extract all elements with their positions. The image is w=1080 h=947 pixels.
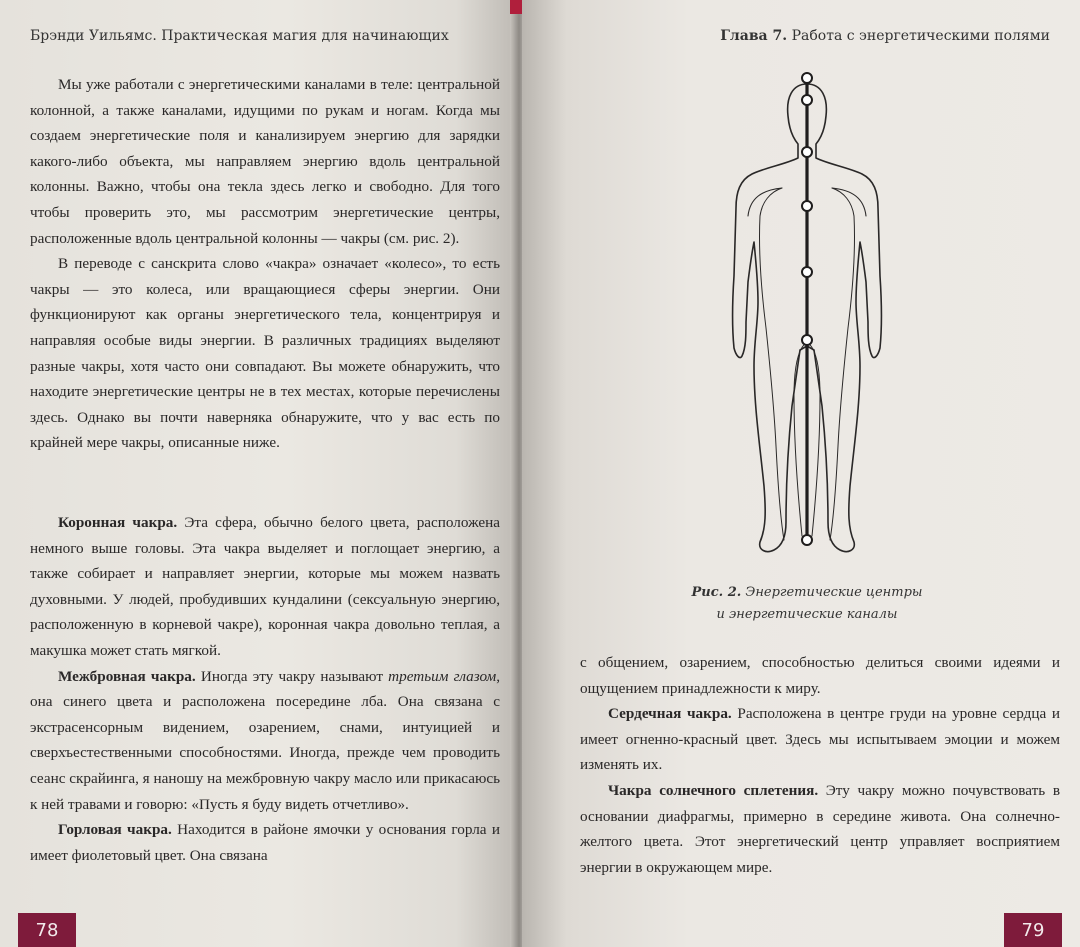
paragraph: В переводе с санскрита слово «чакра» означает «колесо», то есть чакры — это колеса, или вращающиеся сферы энергии. Они функционируют как органы энергетического тела, концентрируя и направляя особые виды энергии. В различных традициях выделяют разные чакры, хотя часто они совпадают. Вы можете обнаружить, что находите энергетические центры не в тех местах, которые перечислены здесь. Однако вы почти наверняка обнаружите, что у вас есть по крайней мере чакры, описанные ниже. <box>30 255 500 452</box>
chapter-label: Глава 7. <box>720 28 788 44</box>
caption-label: Рис. 2. <box>691 585 742 600</box>
chakra-point <box>802 73 812 83</box>
right-running-head <box>720 28 1050 44</box>
caption-line: и энергетические каналы <box>716 607 898 622</box>
caption-text: Энергетические центры <box>741 585 923 600</box>
chakra-brow <box>30 664 500 818</box>
energy-centers-figure <box>722 66 892 566</box>
caption-line <box>652 582 962 604</box>
chakra-crown <box>30 510 500 664</box>
chakra-text: Эта сфера, обычно белого цвета, расположена немного выше головы. Эта чакра выделяет и поглощает энергию, а также собирает и направляет энергии, которые мы можем назвать духовными. У людей, пробудивших кундалини (сексуальную энергию, расположенную в корневой чакре), коронная чакра довольно теплая, а макушка может стать мягкой. <box>30 514 500 659</box>
chakra-italic-term: третьим глазом <box>388 667 497 685</box>
chakra-text: Расположена в центре груди на уровне сердца и имеет огненно-красный цвет. Здесь мы испытываем эмоции и можем изменять их. <box>580 705 1060 774</box>
chakra-list-right <box>580 650 1060 880</box>
chakra-point <box>802 201 812 211</box>
chakra-title: Сердечная чакра. <box>608 705 732 723</box>
chakra-title: Чакра солнечного сплетения. <box>608 781 819 799</box>
left-page <box>0 0 518 947</box>
intro-text <box>30 72 500 456</box>
chakra-text: Эту чакру можно почувствовать в основании диафрагмы, примерно в середине живота. Она солнечно-желтого цвета. Этот энергетический центр управляет восприятием энергии в окружающем мире. <box>580 781 1061 876</box>
left-running-head: Брэнди Уильямс. Практическая магия для начинающих <box>30 28 449 44</box>
right-page <box>522 0 1080 947</box>
chakra-list-left <box>30 510 500 868</box>
page-number-left: 78 <box>18 913 76 947</box>
chakra-point <box>802 267 812 277</box>
paragraph: Мы уже работали с энергетическими каналами в теле: центральной колонной, а также каналами, идущими по рукам и ногам. Когда мы создаем энергетические поля и канализируем энергию для зарядки какого-либо объекта, мы направляем энергию вдоль центральной колонны. Важно, чтобы она текла здесь легко и свободно. Для того чтобы проверить это, мы рассмотрим энергетические центры, расположенные вдоль центральной колонны — чакры (см. рис. 2). <box>30 76 500 247</box>
chakra-point <box>802 535 812 545</box>
chakra-title: Межбровная чакра. <box>58 667 196 685</box>
chakra-text: Иногда эту чакру называют <box>195 667 389 685</box>
chakra-text: , она синего цвета и расположена посередине лба. Она связана с экстрасенсорным видением, озарением, снами, интуицией и сверхъестественными способностями. Иногда, прежде чем проводить сеанс скрайинга, я наношу на межбровную чакру масло или прикасаюсь к ней травами и говорю: «Пусть я буду видеть отчетливо». <box>30 667 500 813</box>
chakra-text: Находится в районе ямочки у основания горла и имеет фиолетовый цвет. Она связана <box>30 821 500 864</box>
chakra-point <box>802 147 812 157</box>
chakra-point <box>802 335 812 345</box>
figure-caption <box>652 582 962 626</box>
paragraph-continuation: с общением, озарением, способностью делиться своими идеями и ощущением принадлежности к миру. <box>580 654 1060 697</box>
chakra-heart <box>580 701 1060 778</box>
chakra-point <box>802 95 812 105</box>
chakra-title: Горловая чакра. <box>58 821 172 839</box>
page-number-right: 79 <box>1004 913 1062 947</box>
chakra-solar-plexus <box>580 778 1060 880</box>
chakra-throat <box>30 817 500 868</box>
chakra-title: Коронная чакра. <box>58 514 178 531</box>
chapter-title: Работа с энергетическими полями <box>787 28 1050 44</box>
